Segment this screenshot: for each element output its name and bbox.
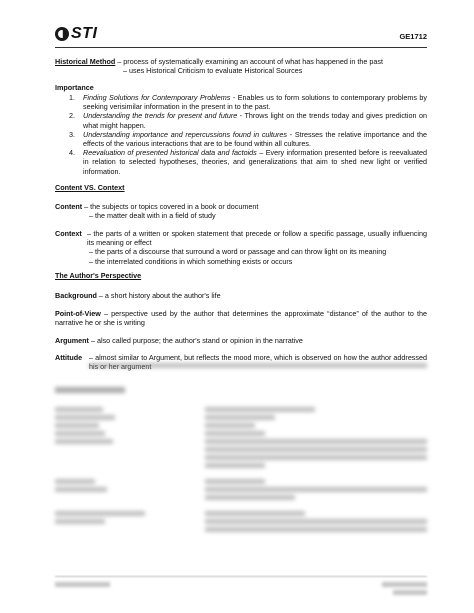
blurred-footer-page — [393, 590, 427, 595]
content-term: Content — [55, 202, 83, 211]
content-vs-context-heading: Content VS. Context — [55, 183, 125, 192]
context-line1: – the parts of a written or spoken statement that precede or follow a specific passage, usually influencing its meaning or effect — [87, 229, 427, 248]
sti-logo — [55, 24, 97, 44]
historical-method-line2: – uses Historical Criticism to evaluate Historical Sources — [123, 66, 303, 75]
attitude-text: – almost similar to Argument, but reflects the mood more, which is observed on how the author addressed — [89, 353, 427, 362]
importance-heading: Importance — [55, 83, 94, 92]
list-item: 3. Understanding importance and repercussions found in cultures - Stresses the relative importance and the effects of the various interactions that are to be found within all cultures. — [69, 129, 427, 149]
historical-method-line1: – process of systematically examining an account of what has happened in the past — [115, 57, 384, 66]
background-definition: Background – a short history about the author's life — [55, 291, 221, 300]
historical-method-definition — [55, 57, 427, 66]
content-definition: Content – the subjects or topics covered in a book or document — [55, 202, 259, 211]
header-divider — [55, 47, 427, 48]
argument-term: Argument — [55, 336, 89, 345]
logo-mark-icon — [55, 27, 69, 41]
list-item: 1. Finding Solutions for Contemporary Problems - Enables us to form solutions to contemporary problems by seeking verisimilar information in the present in to the past. — [69, 93, 427, 112]
importance-list — [55, 93, 427, 176]
document-code: GE1712 — [399, 32, 427, 41]
context-definition — [55, 229, 427, 266]
authors-perspective-heading: The Author's Perspective — [55, 271, 142, 280]
list-item: 4. Reevaluation of presented historical data and factoids – Every information presented before is reevaluated in relation to selected hypotheses, theories, and generalizations that aim to shed new light or verified information. — [69, 148, 427, 176]
blurred-footer-right — [382, 582, 427, 587]
context-line3: – the interrelated conditions in which something exists or occurs — [89, 256, 293, 266]
list-item: 2. Understanding the trends for present and future - Throws light on the trends today and gives prediction on what might happen. — [69, 111, 427, 130]
blurred-footer-left — [55, 582, 110, 587]
point-of-view-definition: Point-of-View – perspective used by the author that determines the approximate “distance” of the author to the narrative he or she is writing — [55, 309, 427, 328]
context-term: Context — [55, 229, 82, 238]
argument-definition: Argument – also called purpose; the author's stand or opinion in the narrative — [55, 336, 303, 345]
logo-text: STI — [71, 25, 98, 42]
blurred-preview-region — [55, 367, 427, 567]
background-term: Background — [55, 291, 97, 300]
attitude-term: Attitude — [55, 353, 83, 362]
point-of-view-term: Point-of-View — [55, 309, 101, 318]
historical-method-term: Historical Method — [55, 57, 116, 66]
footer-divider — [55, 576, 427, 577]
page-header — [55, 24, 427, 48]
content-definition-line2: – the matter dealt with in a field of study — [89, 211, 216, 220]
context-line2: – the parts of a discourse that surround a word or passage and can throw light on its meaning — [89, 247, 387, 257]
